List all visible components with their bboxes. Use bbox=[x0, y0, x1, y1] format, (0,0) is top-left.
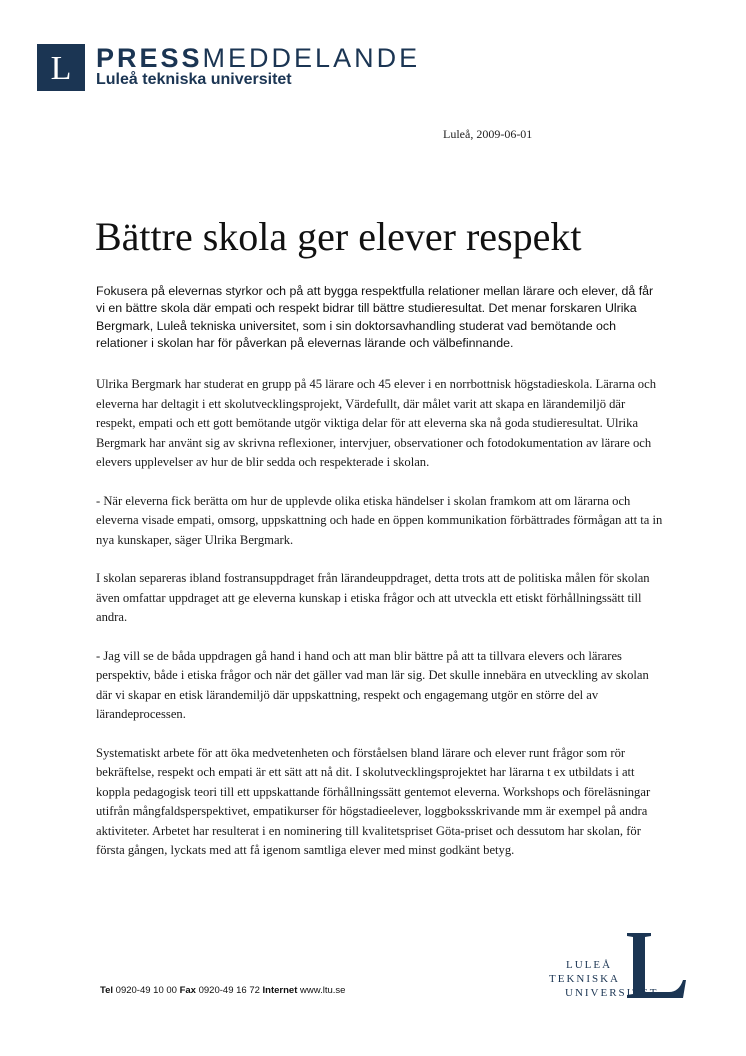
ltu-footer-logo bbox=[545, 930, 695, 1020]
logo-word-universitet: UNIVERSITET bbox=[565, 987, 659, 999]
internet-label: Internet bbox=[262, 985, 298, 996]
fax-label: Fax bbox=[179, 985, 196, 996]
paragraph-1: Ulrika Bergmark har studerat en grupp på 45 lärare och 45 elever i en norrbottnisk högstadieskola. Lärarna och eleverna har deltagit i ett skolutvecklingsprojekt, Värdefullt, där målet varit att skapa en lärandemiljö där respekt, empati och ett gott bemötande utgör viktiga delar för att eleverna ska nå goda studieresultat. Ulrika Bergmark har använt sig av skrivna reflexioner, intervjuer, observationer och fotodokumentation av lärare och elevers upplevelser av hur de blir sedda och respekterade i skolan. bbox=[96, 377, 656, 469]
ltu-logo-square bbox=[37, 44, 85, 91]
paragraph-5: Systematiskt arbete för att öka medvetenheten och förståelsen bland lärare och elever runt frågor som rör bekräftelse, respekt och empati är ett sätt att nå dit. I skolutvecklingsprojektet har lärarna t ex utbildats i att koppla pedagogisk teori till ett uppskattande förhållningssätt gentemot eleverna. Workshops och föreläsningar utifrån mångfaldsperspektivet, empatikurser för högstadieelever, loggboksskrivande mm är exempel på andra aktiviteter. Arbetet har resulterat i en nominering till kvalitetspriset Göta-priset och dessutom har skolan, för första gången, lyckats med att få igenom samtliga elever med minst godkänt betyg. bbox=[96, 745, 651, 857]
press-release-title bbox=[96, 43, 420, 73]
paragraph-3: I skolan separeras ibland fostransuppdraget från lärandeuppdraget, detta trots att de politiska målen för skolan även omfattar uppdraget att ge eleverna kunskap i etiska frågor och att utveckla ett etiskt förhållningssätt till andra. bbox=[96, 571, 650, 624]
title-press: PRESS bbox=[96, 43, 203, 73]
title-meddelande: MEDDELANDE bbox=[202, 43, 421, 73]
tel-label: Tel bbox=[100, 985, 114, 996]
paragraph-2: - När eleverna fick berätta om hur de upplevde olika etiska händelser i skolan framkom att om lärarna och eleverna visade empati, omsorg, uppskattning och hade en öppen kommunikation förbättrades förmågan att ta in nya kunskaper, säger Ulrika Bergmark. bbox=[96, 493, 663, 547]
body-text bbox=[96, 375, 666, 880]
paragraph-4: - Jag vill se de båda uppdragen gå hand i hand och att man blir bättre på att ta tillvara elevers och lärares perspektiv, både i etiska frågor och när det gäller vad man lär sig. Det skulle innebära en utveckling av skolan där vi skapar en etisk lärandemiljö där uppskattning, respekt och engagemang utgör en större del av lärandeprocessen. bbox=[96, 648, 649, 721]
fax-value: 0920-49 16 72 bbox=[198, 985, 260, 996]
tel-value: 0920-49 10 00 bbox=[115, 985, 177, 996]
logo-letter: L bbox=[50, 49, 72, 87]
dateline: Luleå, 2009-06-01 bbox=[443, 127, 533, 141]
ingress: Fokusera på elevernas styrkor och på att bygga respektfulla relationer mellan lärare och elever, då får vi en bättre skola där empati och respekt bidrar till bättre studieresultat. Det menar forskaren Ulrika Bergmark, Luleå tekniska universitet, som i sin doktorsavhandling studerat vad bemötande och relationer i skolan har för påverkan på elevernas lärande och välbefinnande. bbox=[96, 284, 654, 350]
logo-word-tekniska: TEKNISKA bbox=[549, 973, 620, 985]
internet-value: www.ltu.se bbox=[300, 985, 346, 996]
headline: Bättre skola ger elever respekt bbox=[95, 214, 582, 259]
logo-word-lulea: LULEÅ bbox=[566, 959, 613, 971]
university-name: Luleå tekniska universitet bbox=[96, 71, 292, 88]
contact-footer bbox=[100, 985, 345, 996]
